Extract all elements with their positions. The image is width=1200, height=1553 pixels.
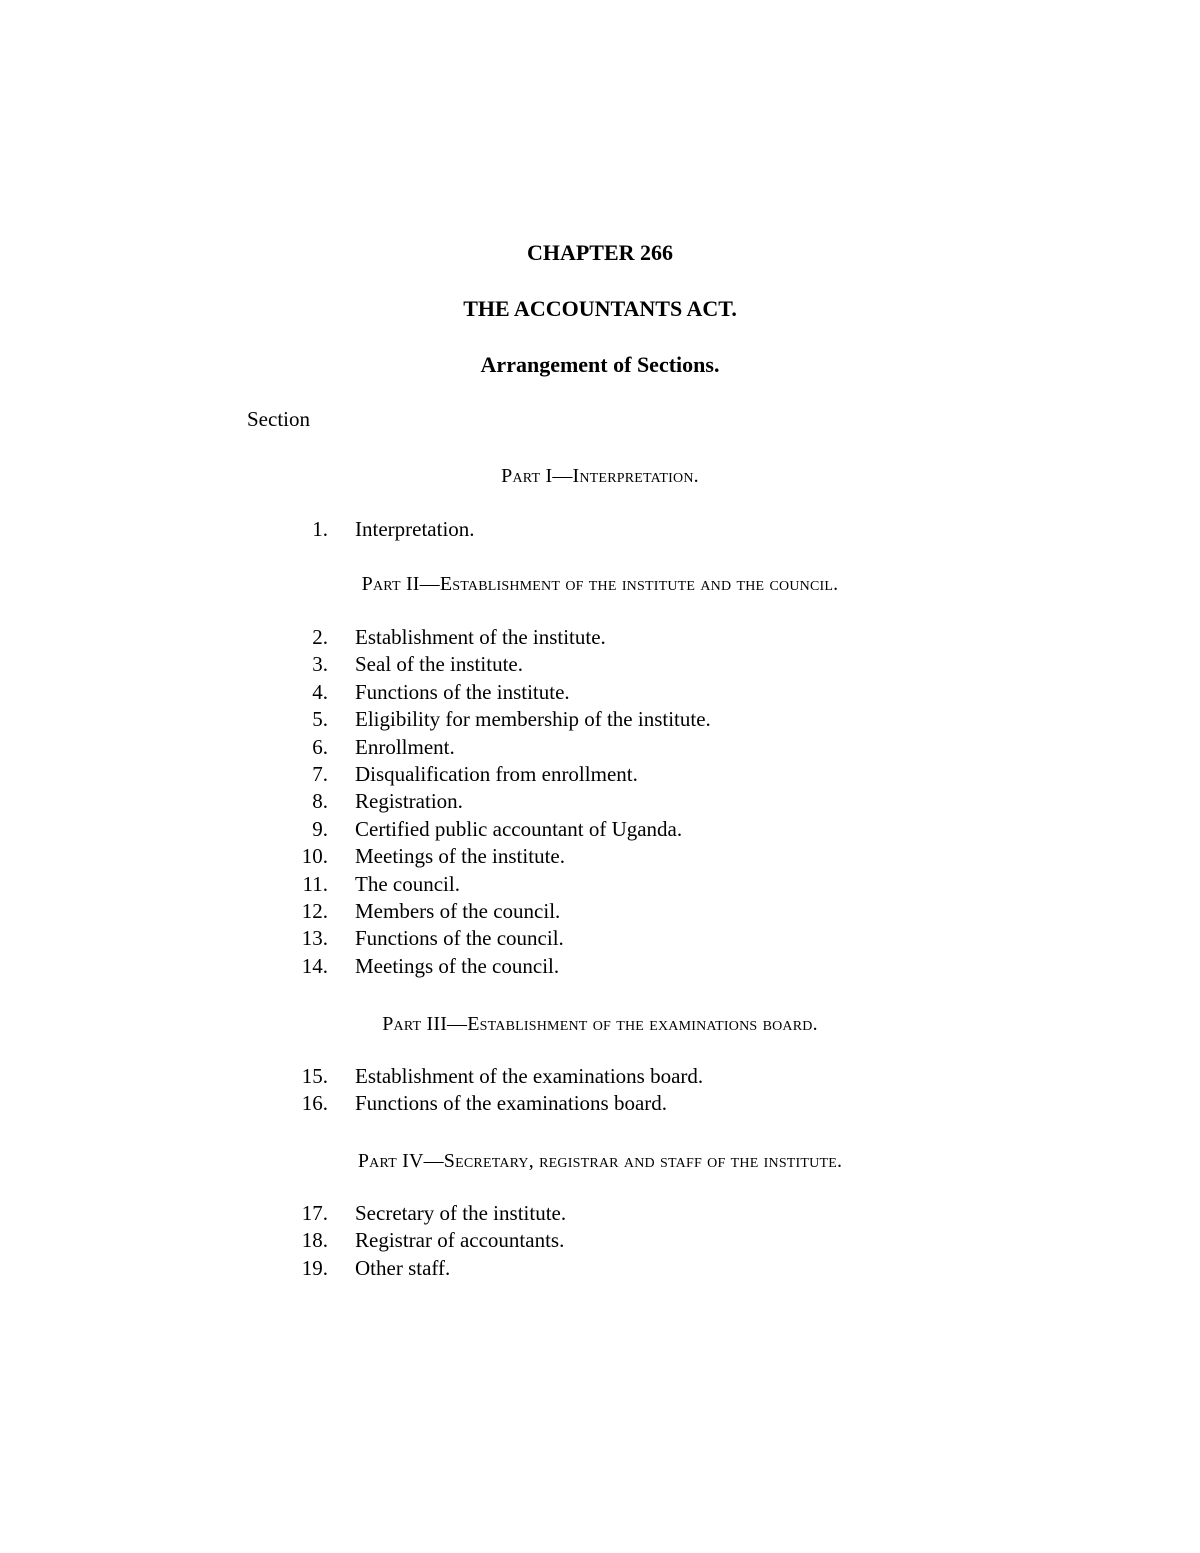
section-number: 14.	[301, 953, 328, 978]
section-title: Seal of the institute.	[355, 652, 523, 677]
section-title: The council.	[355, 871, 460, 896]
section-title: Disqualification from enrollment.	[355, 761, 638, 786]
section-title: Meetings of the council.	[355, 953, 560, 978]
section-number: 10.	[301, 844, 328, 869]
section-number: 12.	[301, 898, 328, 923]
arrangement-heading: Arrangement of Sections.	[480, 352, 720, 377]
section-number: 5.	[312, 707, 328, 732]
section-entry	[0, 1090, 1200, 1117]
section-entry	[0, 651, 1200, 678]
section-entry	[0, 734, 1200, 761]
section-number: 19.	[301, 1255, 328, 1280]
section-title: Interpretation.	[355, 517, 475, 541]
section-entry	[0, 624, 1200, 651]
section-entry	[0, 761, 1200, 788]
section-title: Enrollment.	[355, 734, 455, 759]
part-heading: Part IV—Secretary, registrar and staff of the institute.	[357, 1150, 843, 1172]
section-entry	[0, 788, 1200, 815]
section-entry	[0, 843, 1200, 870]
section-entry	[0, 1200, 1200, 1227]
part-heading: Part III—Establishment of the examinations board.	[382, 1013, 818, 1035]
section-number: 8.	[312, 789, 328, 814]
section-entry	[0, 706, 1200, 733]
section-number: 11.	[302, 871, 328, 896]
section-entry	[0, 871, 1200, 898]
section-entry	[0, 516, 1200, 543]
section-entry	[0, 925, 1200, 952]
section-title: Registration.	[355, 789, 463, 814]
section-title: Registrar of accountants.	[355, 1228, 565, 1253]
section-title: Secretary of the institute.	[355, 1201, 567, 1225]
section-number: 18.	[301, 1228, 328, 1253]
section-title: Other staff.	[355, 1255, 451, 1280]
section-number: 13.	[301, 926, 328, 951]
section-entry	[0, 898, 1200, 925]
section-entry	[0, 1063, 1200, 1090]
chapter-heading: CHAPTER 266	[526, 240, 674, 265]
section-title: Functions of the examinations board.	[355, 1091, 668, 1116]
section-number: 17.	[301, 1201, 328, 1225]
section-number: 2.	[312, 625, 328, 649]
section-title: Meetings of the institute.	[355, 844, 565, 869]
section-entry	[0, 816, 1200, 843]
section-title: Functions of the council.	[355, 926, 564, 951]
section-title: Establishment of the examinations board.	[355, 1064, 704, 1088]
section-list	[0, 624, 1200, 980]
section-number: 4.	[312, 679, 328, 704]
section-number: 1.	[312, 517, 328, 541]
section-number: 15.	[301, 1064, 328, 1088]
section-list	[0, 1063, 1200, 1118]
section-list	[0, 1200, 1200, 1282]
part-heading: Part I—Interpretation.	[501, 465, 699, 487]
section-list	[0, 516, 1200, 543]
section-number: 16.	[301, 1091, 328, 1116]
section-entry	[0, 953, 1200, 980]
section-title: Members of the council.	[355, 898, 561, 923]
part-heading: Part II—Establishment of the institute and the council.	[361, 573, 839, 595]
section-title: Certified public accountant of Uganda.	[355, 816, 683, 841]
section-number: 6.	[312, 734, 328, 759]
section-number: 9.	[312, 816, 328, 841]
section-title: Establishment of the institute.	[355, 625, 606, 649]
section-column-label: Section	[247, 407, 310, 431]
section-entry	[0, 1227, 1200, 1254]
section-title: Functions of the institute.	[355, 679, 570, 704]
section-entry	[0, 679, 1200, 706]
section-number: 7.	[312, 761, 328, 786]
act-title: THE ACCOUNTANTS ACT.	[463, 296, 737, 321]
section-number: 3.	[312, 652, 328, 677]
section-title: Eligibility for membership of the institute.	[355, 707, 711, 732]
section-entry	[0, 1255, 1200, 1282]
